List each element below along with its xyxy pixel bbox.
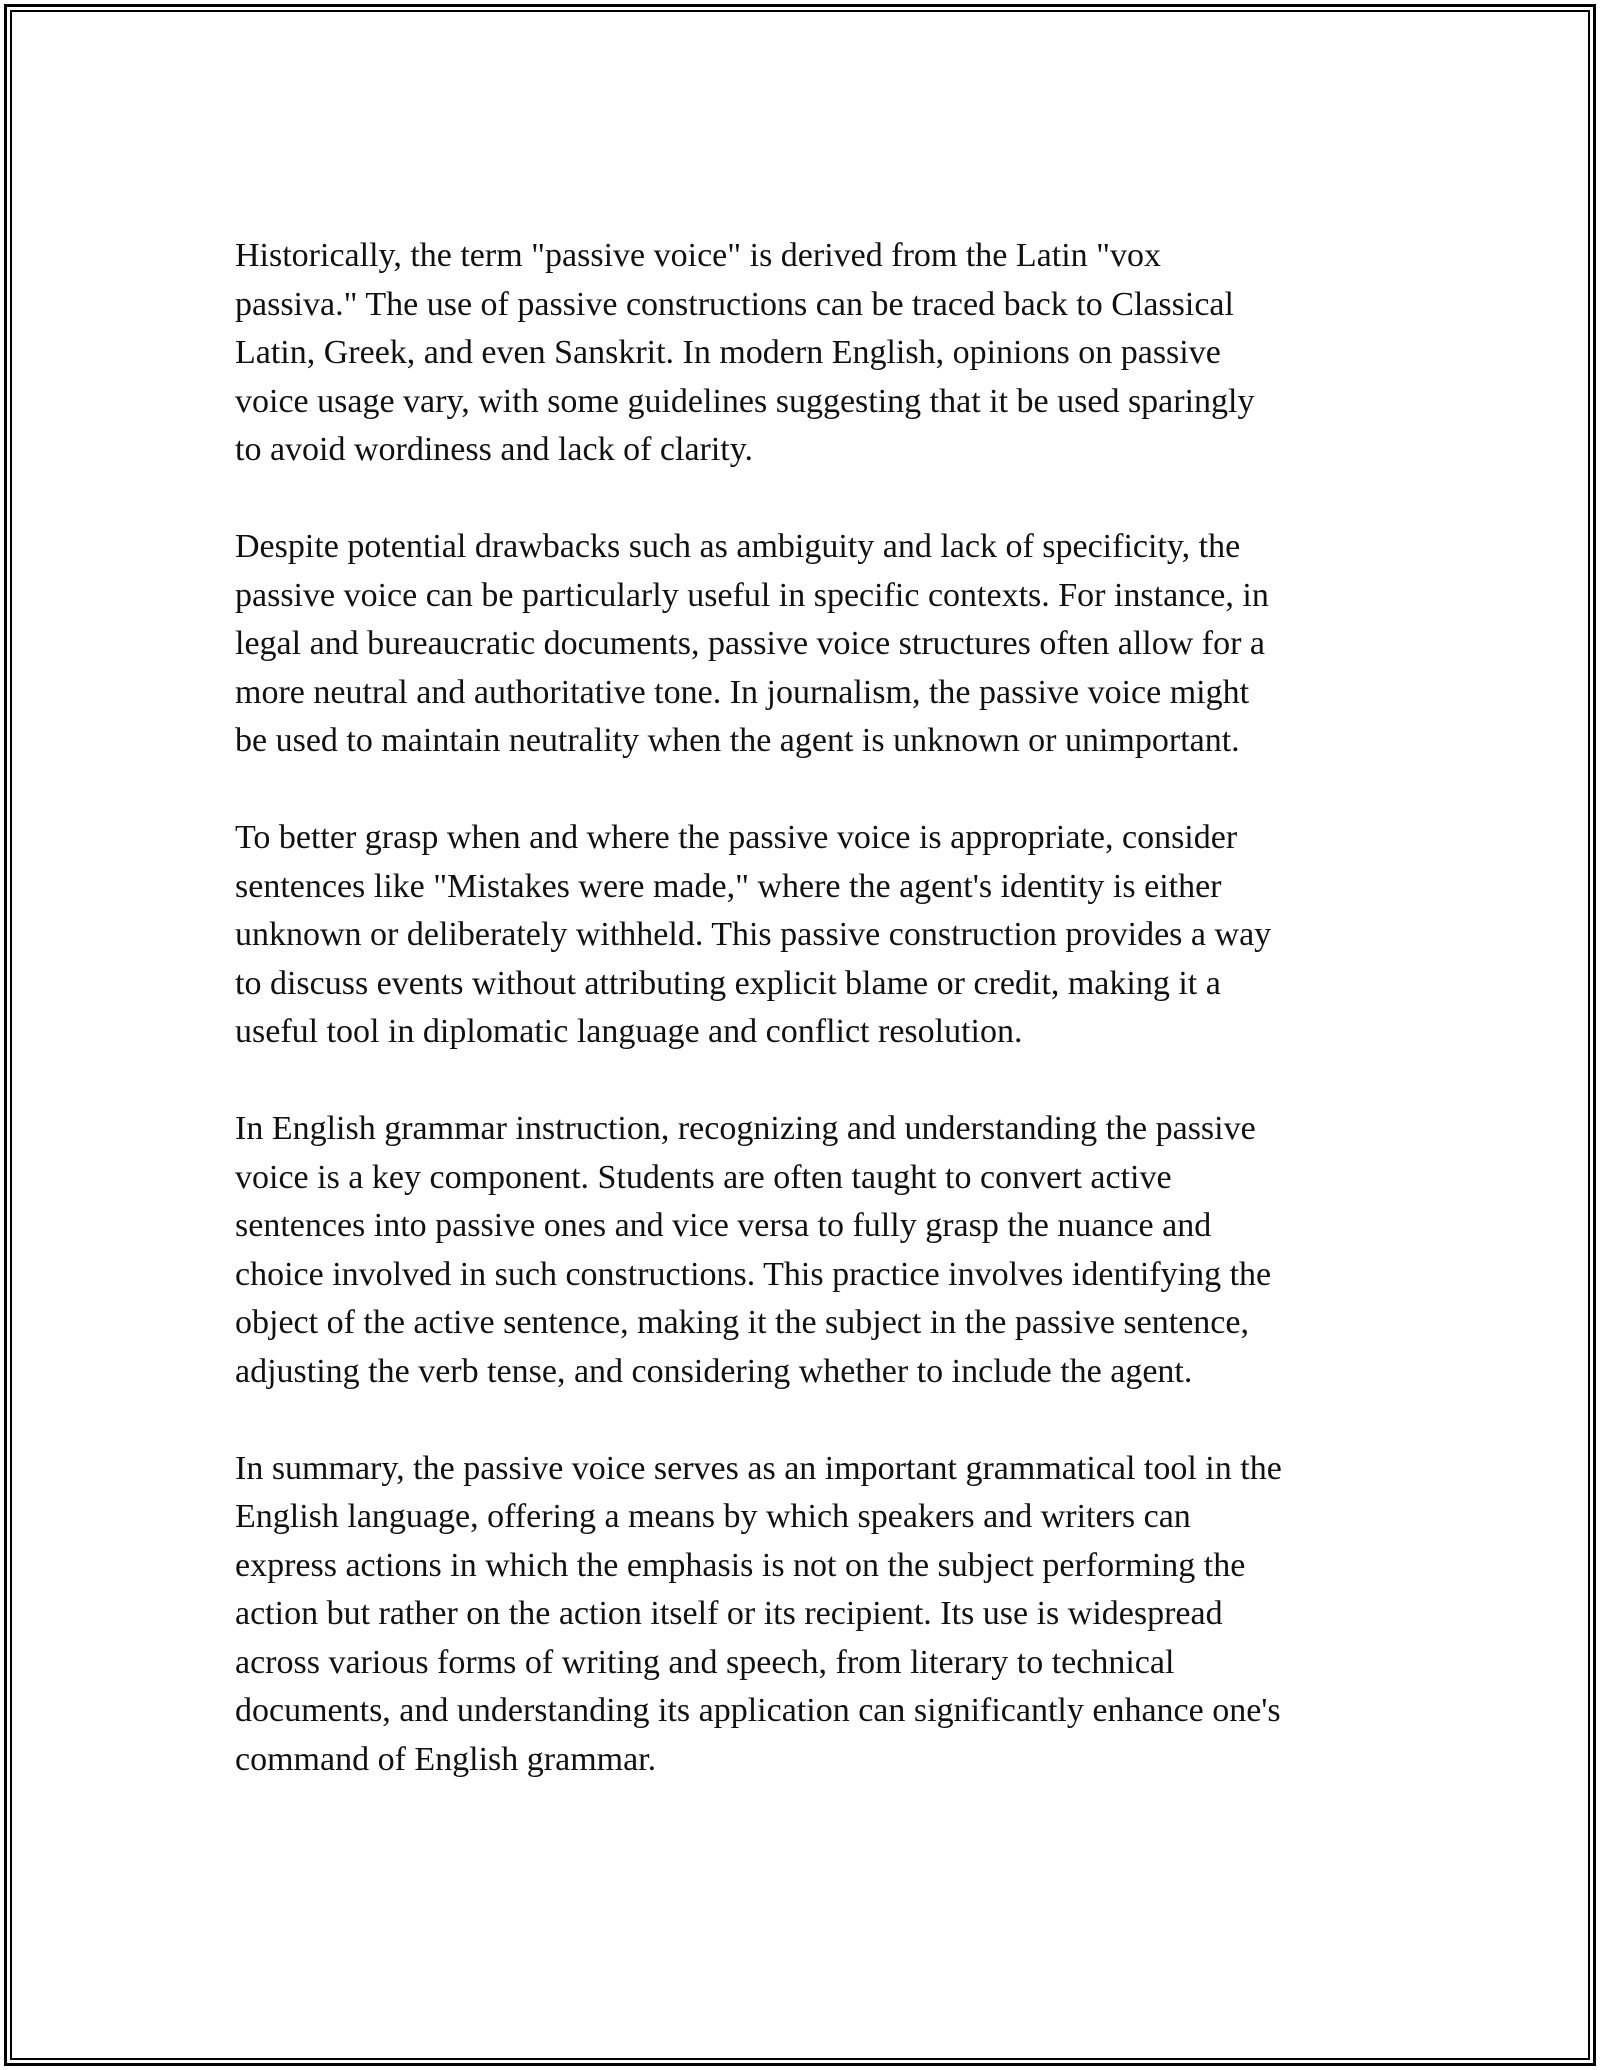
text-line: passiva." The use of passive constructions can be traced back to Classical (235, 285, 1234, 323)
text-line: object of the active sentence, making it the subject in the passive sentence, (235, 1304, 1249, 1341)
text-line: useful tool in diplomatic language and conflict resolution. (235, 1013, 1023, 1050)
text-line: legal and bureaucratic documents, passive voice structures often allow for a (235, 625, 1265, 662)
paragraph-summary (235, 1445, 1395, 1785)
text-line: to avoid wordiness and lack of clarity. (235, 431, 754, 468)
text-line: adjusting the verb tense, and considering whether to include the agent. (235, 1352, 1193, 1390)
text-line: In English grammar instruction, recognizing and understanding the passive (235, 1110, 1256, 1147)
text-line: Despite potential drawbacks such as ambiguity and lack of specificity, the (235, 528, 1241, 565)
text-line: sentences into passive ones and vice versa to fully grasp the nuance and (235, 1207, 1212, 1244)
text-line: to discuss events without attributing explicit blame or credit, making it a (235, 964, 1221, 1002)
text-line: To better grasp when and where the passive voice is appropriate, consider (235, 819, 1238, 856)
paragraph-contexts (235, 523, 1395, 766)
text-line: be used to maintain neutrality when the agent is unknown or unimportant. (235, 722, 1240, 759)
text-line: documents, and understanding its application can significantly enhance one's (235, 1692, 1281, 1729)
text-line: express actions in which the emphasis is not on the subject performing the (235, 1546, 1246, 1584)
text-line: across various forms of writing and speech, from literary to technical (235, 1643, 1175, 1681)
text-line: voice is a key component. Students are often taught to convert active (235, 1158, 1172, 1196)
paragraph-examples (235, 814, 1395, 1057)
text-line: Latin, Greek, and even Sanskrit. In modern English, opinions on passive (235, 334, 1221, 371)
text-line: voice usage vary, with some guidelines suggesting that it be used sparingly (235, 382, 1255, 420)
text-line: command of English grammar. (235, 1740, 657, 1778)
paragraph-instruction (235, 1105, 1395, 1396)
text-line: unknown or deliberately withheld. This passive construction provides a way (235, 916, 1272, 953)
text-line: Historically, the term "passive voice" is derived from the Latin "vox (235, 237, 1162, 274)
document-body (235, 232, 1395, 1833)
paragraph-history (235, 232, 1395, 475)
text-line: sentences like "Mistakes were made," where the agent's identity is either (235, 867, 1222, 905)
text-line: passive voice can be particularly useful in specific contexts. For instance, in (235, 576, 1269, 614)
text-line: English language, offering a means by which speakers and writers can (235, 1498, 1191, 1535)
text-line: choice involved in such constructions. This practice involves identifying the (235, 1255, 1272, 1293)
text-line: action but rather on the action itself or its recipient. Its use is widespread (235, 1595, 1223, 1632)
text-line: more neutral and authoritative tone. In journalism, the passive voice might (235, 673, 1250, 711)
text-line: In summary, the passive voice serves as an important grammatical tool in the (235, 1449, 1282, 1487)
